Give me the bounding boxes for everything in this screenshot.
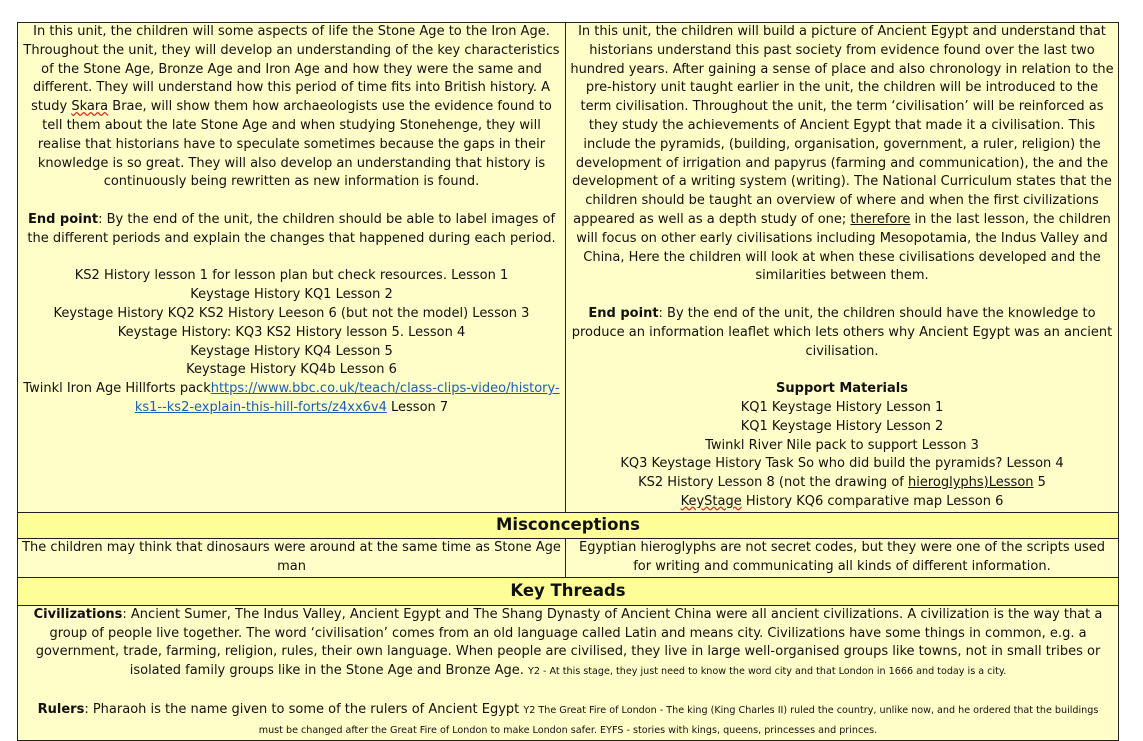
civilizations-thread: Civilizations: Ancient Sumer, The Indus Valley, Ancient Egypt and The Shang Dynasty of Ancient China were all ancient civilizations. A civilization is the way that a group of people live together. The word ‘civilisation’ comes from an old language called Latin and means city. Civilizations have some things in common, e.g. a government, trade, farming, religion, rules, their own language. When people are civilised, they live in large well-organised groups like towns, not in small tribes or isolated family groups like in the Stone Age and Bronze Age. Y2 - At this stage, they just need to know the word city and that London in 1666 and today is a city. bbox=[33, 606, 1103, 679]
rulers-note: Y2 The Great Fire of London - The king (King Charles II) ruled the country, unlike now, and he ordered that the buildings must be changed after the Great Fire of London to make London safer. EYFS - stories with kings, queens, princesses and princes. bbox=[258, 704, 1099, 736]
support-item: KQ3 Keystage History Task So who did build the pyramids? Lesson 4 bbox=[620, 456, 1064, 472]
key-threads-cell bbox=[18, 605, 1119, 741]
bbc-hill-forts-link[interactable]: https://www.bbc.co.uk/teach/class-clips-video/history-ks1--ks2-explain-this-hill-forts/z4xx6v4 bbox=[134, 381, 560, 415]
resource-item: Keystage History KQ4 Lesson 5 bbox=[190, 343, 393, 359]
misconceptions-row bbox=[18, 538, 1119, 577]
resource-item: Twinkl Iron Age Hillforts packhttps://www.bbc.co.uk/teach/class-clips-video/history-ks1--ks2-explain-this-hill-forts/z4xx6v4 Lesson 7 bbox=[23, 381, 560, 415]
support-item: KQ1 Keystage History Lesson 2 bbox=[740, 418, 944, 434]
egypt-intro: In this unit, the children will build a picture of Ancient Egypt and understand that historians understand this past society from evidence found over the last two hundred years. After gaining a sense of place and also chronology in relation to the pre-history unit taught earlier in the unit, the children will be introduced to the term civilisation. Throughout the unit, the term ‘civilisation’ will be reinforced as they study the achievements of Ancient Egypt that made it a civilisation. This include the pyramids, (building, organisation, government, a ruler, religion) the development of irrigation and papyrus (farming and communication), the and the development of a writing system (writing). The National Curriculum states that the children should be taught an overview of where and when the first civilizations appeared as well as a depth study of one; therefore in the last lesson, the children will focus on other early civilisations including Mesopotamia, the Indus Valley and China, Here the children will look at when these civilisations developed and the similarities between them. bbox=[570, 24, 1114, 284]
therefore-word: therefore bbox=[850, 211, 911, 227]
hieroglyphs-link: hieroglyphs)Lesson bbox=[908, 475, 1034, 491]
misconception-egypt: Egyptian hieroglyphs are not secret codes, but they were one of the scripts used for writing and communicating all kinds of different information. bbox=[566, 538, 1119, 577]
curriculum-table bbox=[17, 22, 1119, 741]
support-item: KS2 History Lesson 8 (not the drawing of hieroglyphs)Lesson 5 bbox=[638, 475, 1046, 491]
misconceptions-heading-row bbox=[18, 512, 1119, 538]
egypt-end-point: End point: By the end of the unit, the children should have the knowledge to produce an information leaflet which lets others why Ancient Egypt was an ancient civilisation. bbox=[571, 305, 1113, 359]
resource-item: KS2 History lesson 1 for lesson plan but check resources. Lesson 1 bbox=[74, 268, 509, 284]
support-item: KQ1 Keystage History Lesson 1 bbox=[740, 399, 944, 415]
overview-row bbox=[18, 23, 1119, 513]
stone-age-cell bbox=[18, 23, 566, 513]
resource-item: Keystage History KQ2 KS2 History Leeson 6 (but not the model) Lesson 3 bbox=[53, 305, 530, 321]
stone-age-end-point: End point: By the end of the unit, the children should be able to label images of the different periods and explain the changes that happened during each period. bbox=[27, 211, 556, 246]
civilizations-note: Y2 - At this stage, they just need to know the word city and that London in 1666 and today is a city. bbox=[528, 666, 1007, 678]
key-threads-heading-row bbox=[18, 577, 1119, 605]
support-materials-title: Support Materials bbox=[776, 381, 908, 397]
misconceptions-heading: Misconceptions bbox=[18, 512, 1119, 538]
resource-item: Keystage History KQ1 Lesson 2 bbox=[190, 287, 393, 303]
support-item: Twinkl River Nile pack to support Lesson 3 bbox=[705, 437, 979, 453]
skara-word: Skara bbox=[71, 99, 109, 115]
keystage-word: KeyStage bbox=[680, 493, 742, 509]
rulers-thread: Rulers: Pharaoh is the name given to some of the rulers of Ancient Egypt Y2 The Great Fire of London - The king (King Charles II) ruled the country, unlike now, and he ordered that the buildings must be changed after the Great Fire of London to make London safer. EYFS - stories with kings, queens, princesses and princes. bbox=[37, 701, 1099, 736]
key-threads-row bbox=[18, 605, 1119, 741]
resource-item: Keystage History KQ4b Lesson 6 bbox=[186, 362, 397, 378]
egypt-cell bbox=[566, 23, 1119, 513]
key-threads-heading: Key Threads bbox=[18, 577, 1119, 605]
stone-age-intro: In this unit, the children will some aspects of life the Stone Age to the Iron Age. Throughout the unit, they will develop an understanding of the key characteristics of the Stone Age, Bronze Age and Iron Age and how they were the same and different. They will understand how this period of time fits into British history. A study Skara Brae, will show them how archaeologists use the evidence found to tell them about the late Stone Age and when studying Stonehenge, they will realise that historians have to speculate sometimes because the gaps in their knowledge is so great. They will also develop an understanding that history is continuously being rewritten as new information is found. bbox=[23, 24, 560, 190]
misconception-stone-age: The children may think that dinosaurs were around at the same time as Stone Age man bbox=[18, 538, 566, 577]
resource-item: Keystage History: KQ3 KS2 History lesson 5. Lesson 4 bbox=[117, 324, 466, 340]
support-item: KeyStage History KQ6 comparative map Lesson 6 bbox=[680, 493, 1004, 509]
